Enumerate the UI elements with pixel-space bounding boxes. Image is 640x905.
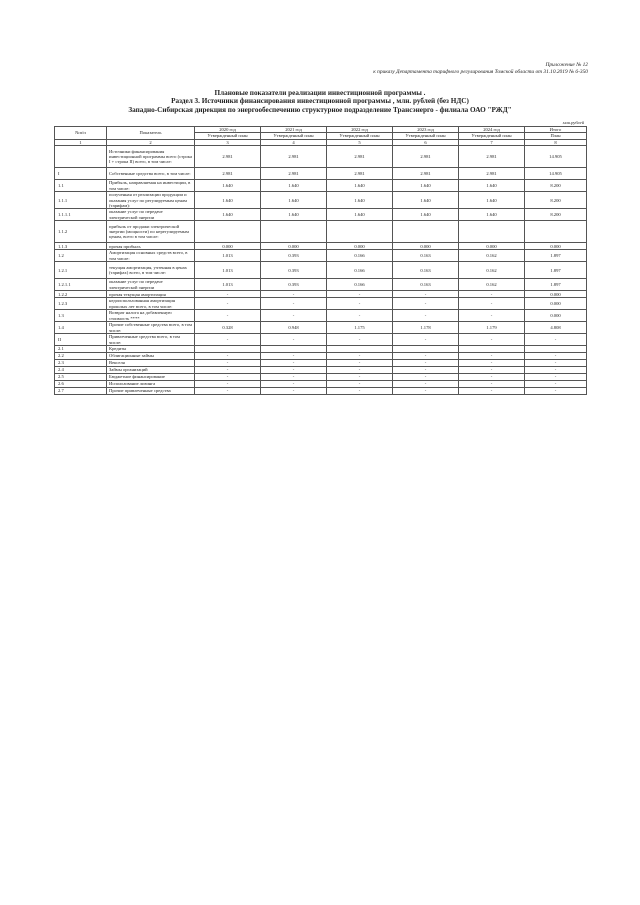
row-value: - (327, 388, 393, 395)
row-value: 0.000 (327, 243, 393, 250)
row-value: - (327, 334, 393, 346)
row-value: - (195, 334, 261, 346)
row-value: 1.640 (393, 192, 459, 209)
row-total: 1.897 (525, 250, 587, 262)
row-value: - (393, 360, 459, 367)
header-total: Итого (525, 127, 587, 133)
header-plan: Утвержденный план (327, 133, 393, 139)
row-value (393, 346, 459, 353)
row-value: 0.000 (195, 243, 261, 250)
table-row (55, 180, 587, 192)
row-value: - (459, 291, 525, 298)
row-total: - (525, 367, 587, 374)
row-value: - (261, 310, 327, 322)
row-value: 0.000 (459, 243, 525, 250)
row-value: 0.948 (261, 322, 327, 334)
row-indicator: Векселя (107, 360, 195, 367)
column-number: 7 (459, 139, 525, 145)
row-total: 8.200 (525, 192, 587, 209)
row-indicator: прибыль от продажи электрической энергии (мощности) по нерегулируемым ценам, всего в том числе: (107, 221, 195, 243)
row-value: 0.163 (393, 279, 459, 291)
table-row (55, 221, 587, 243)
row-code: 1.2.1.1 (55, 279, 107, 291)
row-indicator: Привлеченные средства всего, в том числе: (107, 334, 195, 346)
column-number: 8 (525, 139, 587, 145)
row-value: - (393, 367, 459, 374)
row-value: - (261, 367, 327, 374)
row-value: 1.640 (261, 192, 327, 209)
row-indicator: Использование лизинга (107, 381, 195, 388)
row-code: I (55, 168, 107, 180)
row-indicator: Собственные средства всего, в том числе: (107, 168, 195, 180)
row-value: 1.175 (327, 322, 393, 334)
row-value: 0.162 (459, 262, 525, 279)
row-code: 1.2.1 (55, 262, 107, 279)
row-value: 1.640 (327, 192, 393, 209)
row-value: 2.981 (393, 168, 459, 180)
row-value: - (195, 388, 261, 395)
row-value: 0.166 (327, 262, 393, 279)
row-value: 0.162 (459, 279, 525, 291)
table-row (55, 353, 587, 360)
row-value: - (393, 291, 459, 298)
row-code: 2.2 (55, 353, 107, 360)
row-value: 1.178 (393, 322, 459, 334)
row-value: 0.393 (261, 279, 327, 291)
row-code: 1.4 (55, 322, 107, 334)
appendix-number: Приложение № 12 (545, 62, 588, 68)
row-total: - (525, 334, 587, 346)
row-indicator: Прочие привлеченные средства (107, 388, 195, 395)
row-value (327, 221, 393, 243)
row-value: - (327, 298, 393, 310)
column-number: 6 (393, 139, 459, 145)
row-indicator: Кредиты (107, 346, 195, 353)
row-value: 1.179 (459, 322, 525, 334)
table-row (55, 243, 587, 250)
header-plan: Утвержденный план (261, 133, 327, 139)
row-value: - (261, 353, 327, 360)
row-indicator: полученная от реализации продукции и оказания услуг по регулируемым ценам (тарифам): (107, 192, 195, 209)
column-number: 5 (327, 139, 393, 145)
table-row (55, 192, 587, 209)
table-row (55, 168, 587, 180)
row-value: 0.000 (393, 243, 459, 250)
row-value: 0.162 (459, 250, 525, 262)
row-value (393, 221, 459, 243)
row-code: 1.1.1 (55, 192, 107, 209)
row-total: - (525, 381, 587, 388)
row-value: - (459, 310, 525, 322)
row-value: - (261, 388, 327, 395)
row-indicator: Прибыль, направляемая на инвестиции, в том числе: (107, 180, 195, 192)
row-value: 0.328 (195, 322, 261, 334)
row-value: - (459, 374, 525, 381)
header-indicator: Показатель (107, 127, 195, 140)
row-value: 0.166 (327, 279, 393, 291)
row-value: 0.166 (327, 250, 393, 262)
table-row (55, 334, 587, 346)
row-value: - (393, 381, 459, 388)
table-row (55, 262, 587, 279)
row-value: - (327, 353, 393, 360)
table-row (55, 381, 587, 388)
row-value: 2.981 (261, 168, 327, 180)
row-value: - (459, 360, 525, 367)
row-value (327, 346, 393, 353)
row-value: - (261, 298, 327, 310)
table-row (55, 310, 587, 322)
row-total (525, 221, 587, 243)
row-value: 1.640 (327, 209, 393, 221)
row-value: - (327, 291, 393, 298)
row-total: 8.200 (525, 209, 587, 221)
row-value (195, 346, 261, 353)
table-row (55, 388, 587, 395)
row-value (459, 346, 525, 353)
row-total: - (525, 374, 587, 381)
row-total (525, 346, 587, 353)
row-code: 1.1.1.1 (55, 209, 107, 221)
row-value: 2.981 (195, 146, 261, 168)
table-row (55, 360, 587, 367)
section-title: Раздел 3. Источники финансирования инвестиционной программы , млн. рублей (без НДС) (171, 97, 469, 106)
row-value: 2.981 (459, 146, 525, 168)
row-indicator: текущая амортизация, учтенная в ценах (тарифах) всего, в том числе: (107, 262, 195, 279)
row-value: - (195, 367, 261, 374)
row-value: - (393, 298, 459, 310)
row-value: 1.013 (195, 262, 261, 279)
row-indicator: Возврат налога на добавленную стоимость **** (107, 310, 195, 322)
row-total: 8.200 (525, 180, 587, 192)
row-value: 2.981 (195, 168, 261, 180)
row-value (195, 221, 261, 243)
row-total: 0.000 (525, 243, 587, 250)
column-number: 3 (195, 139, 261, 145)
row-indicator: Источники финансирования инвестиционной программы всего (строка I + строка II) всего, в том числе: (107, 146, 195, 168)
header-plan: Утвержденный план (195, 133, 261, 139)
row-indicator: прочая текущая амортизация (107, 291, 195, 298)
row-value: - (459, 367, 525, 374)
row-total: 14.905 (525, 146, 587, 168)
row-value: - (327, 367, 393, 374)
header-year: 2021 год (261, 127, 327, 133)
row-indicator: Бюджетное финансирование (107, 374, 195, 381)
row-value: 1.640 (327, 180, 393, 192)
row-total: 0.000 (525, 298, 587, 310)
row-value: 2.981 (327, 168, 393, 180)
row-value: 1.640 (459, 192, 525, 209)
row-value: 1.640 (393, 209, 459, 221)
row-value: 1.640 (195, 192, 261, 209)
row-code: II (55, 334, 107, 346)
row-value: 0.393 (261, 250, 327, 262)
row-value: - (459, 388, 525, 395)
row-value: - (261, 291, 327, 298)
row-value: - (195, 360, 261, 367)
row-total: 0.000 (525, 291, 587, 298)
row-value: 2.981 (393, 146, 459, 168)
row-total: 1.897 (525, 279, 587, 291)
row-value: 1.013 (195, 279, 261, 291)
table-row (55, 279, 587, 291)
header-year: 2020 год (195, 127, 261, 133)
row-total: - (525, 360, 587, 367)
financing-table (54, 126, 587, 395)
table-row (55, 367, 587, 374)
row-code: 2.1 (55, 346, 107, 353)
row-value: - (459, 353, 525, 360)
row-value: - (393, 334, 459, 346)
row-code: 1.3 (55, 310, 107, 322)
header-total-plan: План (525, 133, 587, 139)
row-value: - (393, 310, 459, 322)
row-value: - (195, 381, 261, 388)
row-value: 1.640 (459, 209, 525, 221)
column-number: 1 (55, 139, 107, 145)
row-code: 2.5 (55, 374, 107, 381)
row-value: - (393, 374, 459, 381)
row-value: - (327, 310, 393, 322)
row-value: 1.640 (261, 180, 327, 192)
row-code: 1.1 (55, 180, 107, 192)
row-value: 0.393 (261, 262, 327, 279)
table-row (55, 146, 587, 168)
row-code (55, 146, 107, 168)
row-value: - (459, 334, 525, 346)
row-code: 2.7 (55, 388, 107, 395)
row-value: - (327, 360, 393, 367)
row-value: 1.013 (195, 250, 261, 262)
organization-title: Западно-Сибирская дирекция по энергообеспечению структурное подразделение Трансэнерго - филиала ОАО "РЖД" (128, 105, 512, 114)
units-label: млн.рублей (562, 120, 584, 125)
row-value: 2.981 (327, 146, 393, 168)
row-indicator: Облигационные займы (107, 353, 195, 360)
appendix-order-ref: к приказу Департамента тарифного регулирования Томской области от 31.10.2019 № 6-350 (373, 69, 588, 76)
header-year: 2024 год (459, 127, 525, 133)
row-value: 1.640 (195, 209, 261, 221)
table-row (55, 298, 587, 310)
row-value: - (195, 353, 261, 360)
header-num: №п/п (55, 127, 107, 140)
row-code: 1.1.3 (55, 243, 107, 250)
header-plan: Утвержденный план (393, 133, 459, 139)
column-number: 4 (261, 139, 327, 145)
row-value: 1.640 (393, 180, 459, 192)
row-value (459, 221, 525, 243)
row-code: 1.2.3 (55, 298, 107, 310)
row-indicator: прочая прибыль (107, 243, 195, 250)
row-value: - (195, 291, 261, 298)
row-total: 1.897 (525, 262, 587, 279)
table-row (55, 322, 587, 334)
row-value: - (195, 374, 261, 381)
document-titles (0, 89, 640, 114)
row-value: 1.640 (459, 180, 525, 192)
row-indicator: Займы организаций (107, 367, 195, 374)
row-value (261, 221, 327, 243)
row-total: 4.808 (525, 322, 587, 334)
row-code: 1.1.2 (55, 221, 107, 243)
row-total: - (525, 353, 587, 360)
row-total: - (525, 388, 587, 395)
row-code: 2.6 (55, 381, 107, 388)
row-value: 2.981 (261, 146, 327, 168)
row-code: 1.2.2 (55, 291, 107, 298)
row-value: 2.981 (459, 168, 525, 180)
row-value: - (261, 360, 327, 367)
row-indicator: Прочие собственные средства всего, в том числе: (107, 322, 195, 334)
document-title: Плановые показатели реализации инвестиционной программы . (214, 89, 426, 97)
row-indicator: оказание услуг по передаче электрической энергии (107, 209, 195, 221)
row-code: 2.3 (55, 360, 107, 367)
row-value: 0.163 (393, 262, 459, 279)
table-row (55, 374, 587, 381)
row-value (261, 346, 327, 353)
row-indicator: оказание услуг по передаче электрической энергии (107, 279, 195, 291)
row-value: - (261, 334, 327, 346)
row-total: 0.000 (525, 310, 587, 322)
table-row (55, 291, 587, 298)
table-row (55, 209, 587, 221)
appendix-note (373, 62, 588, 77)
row-value: - (327, 374, 393, 381)
table-row (55, 346, 587, 353)
table-row (55, 250, 587, 262)
row-value: 0.163 (393, 250, 459, 262)
row-code: 2.4 (55, 367, 107, 374)
row-value: 0.000 (261, 243, 327, 250)
row-value: - (195, 298, 261, 310)
header-year: 2023 год (393, 127, 459, 133)
row-value: - (261, 381, 327, 388)
column-number: 2 (107, 139, 195, 145)
row-indicator: недоиспользованная амортизация прошлых лет всего, в том числе: (107, 298, 195, 310)
row-value: 1.640 (261, 209, 327, 221)
row-value: - (327, 381, 393, 388)
row-value: 1.640 (195, 180, 261, 192)
row-value: - (459, 298, 525, 310)
row-indicator: Амортизация основных средств всего, в том числе: (107, 250, 195, 262)
row-value: - (195, 310, 261, 322)
row-total: 14.905 (525, 168, 587, 180)
row-code: 1.2 (55, 250, 107, 262)
header-plan: Утвержденный план (459, 133, 525, 139)
row-value: - (459, 381, 525, 388)
row-value: - (393, 353, 459, 360)
row-value: - (393, 388, 459, 395)
row-value: - (261, 374, 327, 381)
header-year: 2022 год (327, 127, 393, 133)
